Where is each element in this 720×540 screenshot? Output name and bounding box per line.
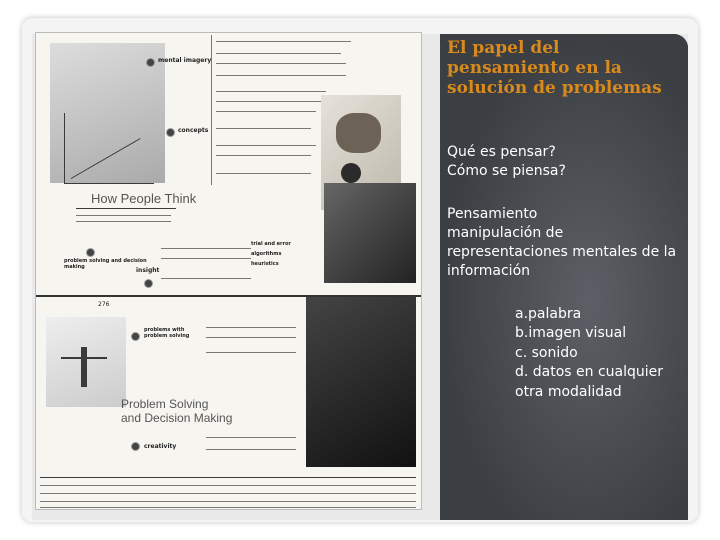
node-problems-with-problem-solving: problems with problem solving bbox=[144, 327, 190, 339]
heading-how-people-think: How People Think bbox=[91, 191, 197, 206]
node-creativity: creativity bbox=[144, 443, 177, 450]
label-algorithms: algorithms bbox=[251, 251, 282, 257]
textbook-scan bbox=[35, 32, 422, 510]
node-concepts: concepts bbox=[178, 127, 209, 134]
node-dot bbox=[86, 248, 95, 257]
node-insight: insight bbox=[136, 267, 160, 274]
list-item: b.imagen visual bbox=[515, 325, 627, 342]
page-number: 276 bbox=[98, 301, 110, 308]
node-dot bbox=[146, 58, 155, 67]
questions-text: Qué es pensar? Cómo se piensa? bbox=[447, 144, 566, 179]
list-item: c. sonido bbox=[515, 344, 578, 361]
node-mental-imagery: mental imagery bbox=[158, 57, 212, 64]
section-body: manipulación de representaciones mentales de la información bbox=[447, 225, 677, 279]
girl-photo bbox=[324, 183, 416, 283]
modalities-list bbox=[515, 305, 690, 402]
scan-top-page bbox=[36, 33, 421, 288]
scan-bottom-page bbox=[36, 295, 421, 511]
sketch-photo bbox=[306, 297, 416, 467]
section-heading: Pensamiento bbox=[447, 206, 538, 222]
label-trial-and-error: trial and error bbox=[251, 241, 291, 247]
heading-decision-making: and Decision Making bbox=[121, 411, 233, 425]
node-dot bbox=[131, 332, 140, 341]
list-item: a.palabra bbox=[515, 306, 582, 322]
list-item: d. datos en cualquier otra modalidad bbox=[515, 364, 664, 400]
node-dot bbox=[166, 128, 175, 137]
label-heuristics: heuristics bbox=[251, 261, 279, 267]
node-dot bbox=[131, 442, 140, 451]
node-dot bbox=[144, 279, 153, 288]
node-problem-solving: problem solving and decision making bbox=[64, 258, 147, 270]
slide-title: El papel del pensamiento en la solución de problemas bbox=[447, 38, 662, 98]
heading-problem-solving: Problem Solving bbox=[121, 397, 209, 411]
